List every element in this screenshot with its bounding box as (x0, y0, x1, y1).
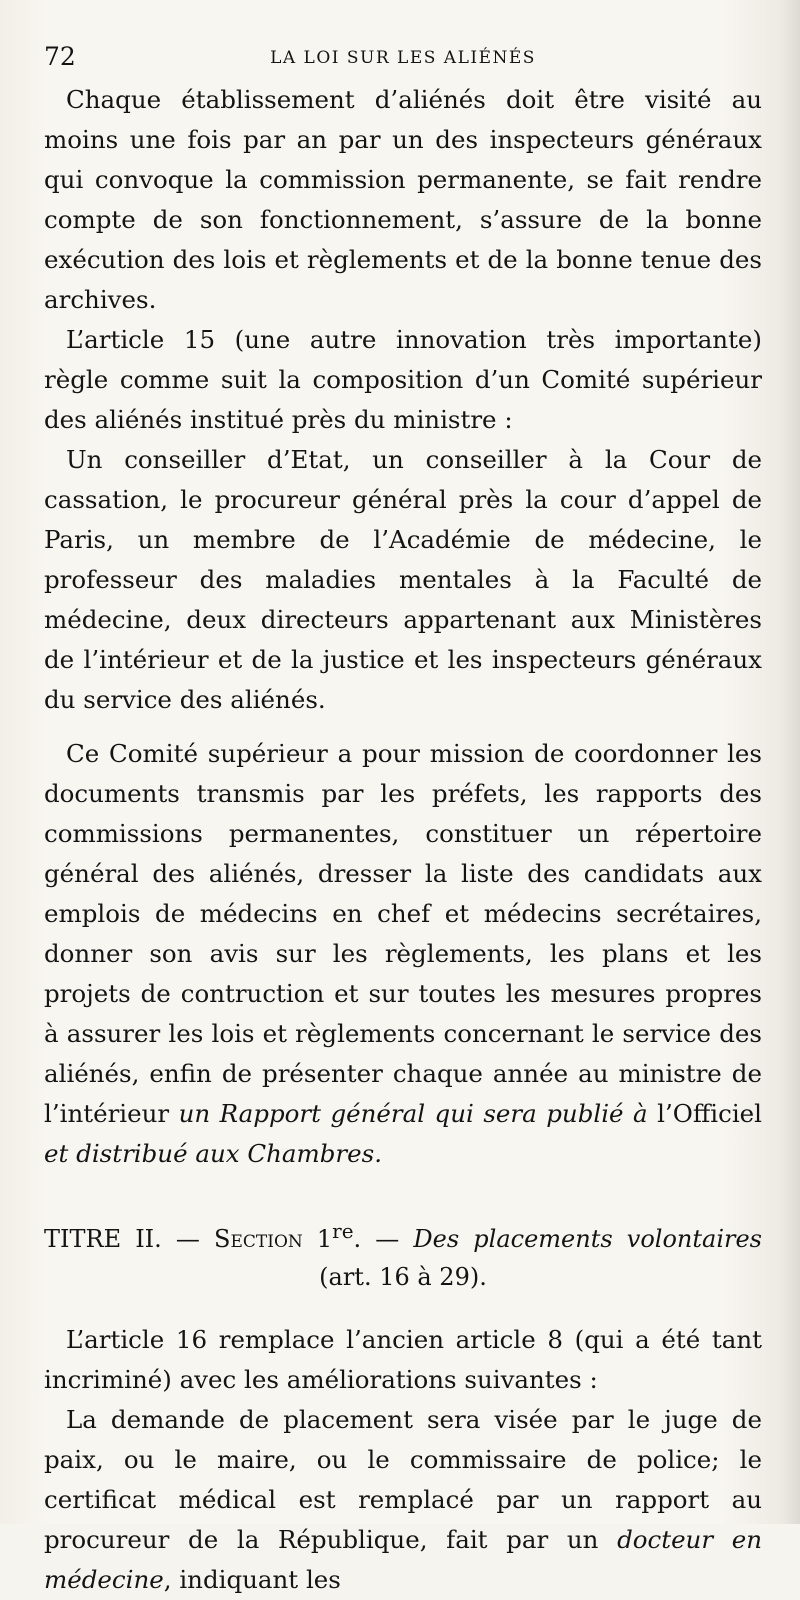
section-heading (44, 1212, 762, 1258)
paragraph-committee-mission (44, 734, 762, 1174)
heading-dash-2: . — (353, 1225, 414, 1253)
mission-text: Ce Comité supérieur a pour mission de coordonner les documents transmis par les préfets, les rapports des commissions permanentes, constituer un répertoire général des aliénés, dresser la liste des candidats aux emplois de médecins en chef et médecins secrétaires, donner son avis sur les règlements, les plans et les projets de contruction et sur toutes les mesures propres à assurer les lois et règlements concernant le service des aliénés, enfin de présenter chaque année au ministre de l’intérieur (44, 739, 762, 1128)
section-superscript: re (332, 1219, 354, 1243)
title-label: TITRE II. (44, 1225, 162, 1253)
section-label: Section 1 (214, 1225, 333, 1253)
mission-italic-1: un Rapport général qui sera publié à (178, 1099, 648, 1128)
page-edge-shadow (782, 0, 800, 1524)
request-italic: docteur en médecine (44, 1525, 762, 1594)
paragraph-article-16: L’article 16 remplace l’ancien article 8 (qui a été tant incriminé) avec les améliorations suivantes : (44, 1325, 762, 1394)
page-number: 72 (44, 42, 76, 71)
heading-dash: — (161, 1225, 215, 1253)
paragraph-placement-request (44, 1400, 762, 1600)
body-text (44, 80, 762, 1600)
paragraph-committee-members: Un conseiller d’Etat, un conseiller à la Cour de cassation, le procureur général près la cour d’appel de Paris, un membre de l’Académie de médecine, le professeur des maladies mentales à la Faculté de médecine, deux directeurs appartenant aux Ministères de l’intérieur et de la justice et les inspecteurs généraux du service des aliénés. (44, 445, 762, 714)
paragraph-inspection: Chaque établissement d’aliénés doit être visité au moins une fois par an par un des inspecteurs généraux qui convoque la commission permanente, se fait rendre compte de son fonctionnement, s’assure de la bonne exécution des lois et règlements et de la bonne tenue des archives. (44, 85, 762, 314)
running-head (44, 40, 762, 80)
request-end: , indiquant les (163, 1565, 341, 1594)
paragraph-article-15: L’article 15 (une autre innovation très importante) règle comme suit la composition d’un Comité supérieur des aliénés institué près du ministre : (44, 325, 762, 434)
mission-italic-2: et distribué aux Chambres. (44, 1139, 382, 1168)
running-title: LA LOI SUR LES ALIÉNÉS (270, 48, 536, 68)
section-title: Des placements volontaires (413, 1225, 762, 1253)
mission-officiel: l’Officiel (647, 1099, 762, 1128)
section-article-range: (art. 16 à 29). (319, 1263, 487, 1291)
request-text: La demande de placement sera visée par le juge de paix, ou le maire, ou le commissaire de police; le certificat médical est remplacé par un rapport au procureur de la République, fait par un (44, 1405, 762, 1554)
